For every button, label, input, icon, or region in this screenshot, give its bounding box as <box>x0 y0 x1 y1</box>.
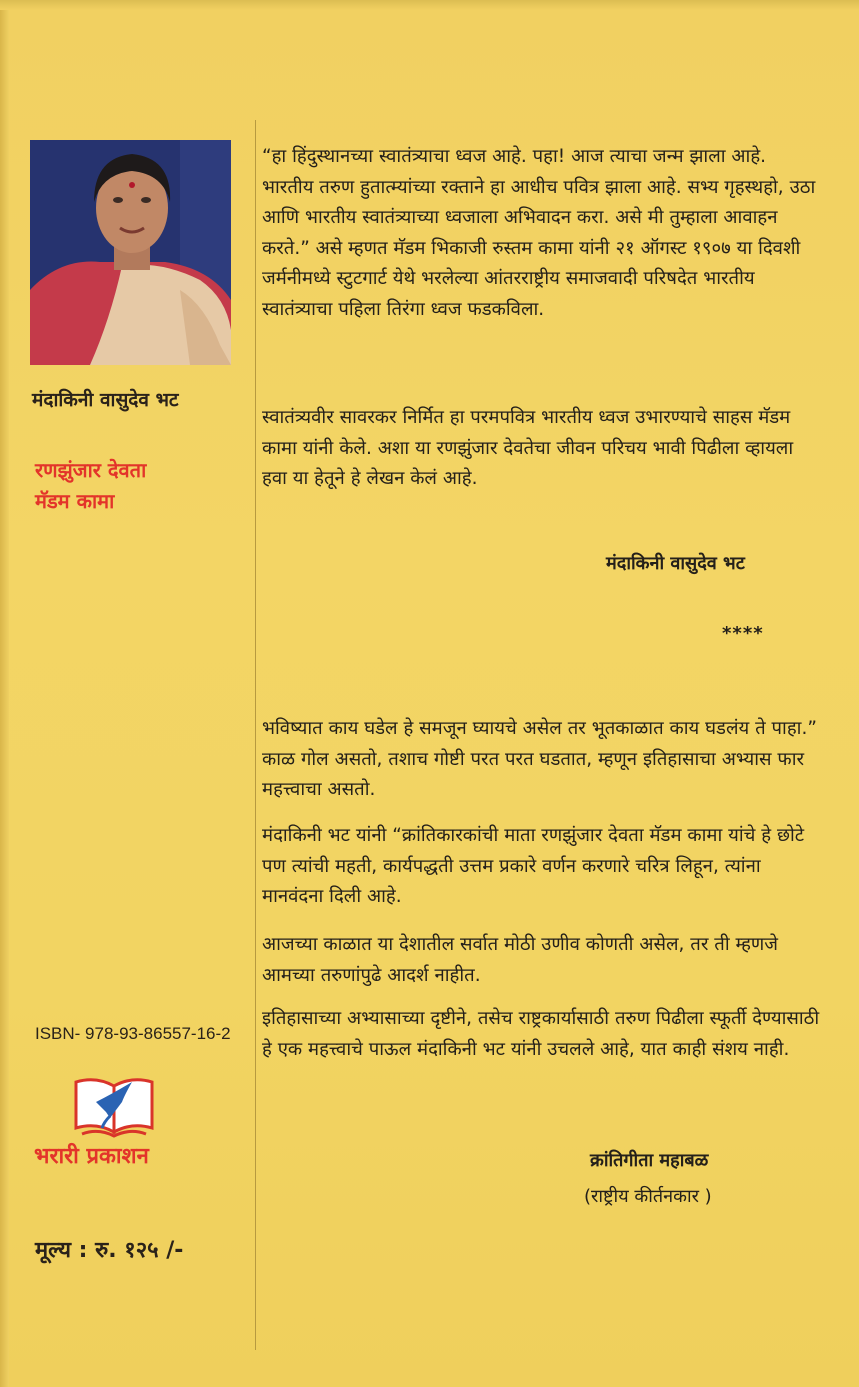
author-signature: मंदाकिनी वासुदेव भट <box>606 553 745 574</box>
review-paragraph-4: इतिहासाच्या अभ्यासाच्या दृष्टीने, तसेच राष्ट्रकार्यासाठी तरुण पिढीला स्फूर्ती देण्यासाठी हे एक महत्त्वाचे पाऊल मंदाकिनी भट यांनी उचलले आहे, यात काही संशय नाही. <box>262 1008 820 1060</box>
quote-paragraph: “हा हिंदुस्थानच्या स्वातंत्र्याचा ध्वज आहे. पहा! आज त्याचा जन्म झाला आहे. भारतीय तरुण हुतात्म्यांच्या रक्ताने हा आधीच पवित्र झाला आहे. सभ्य गृहस्थहो, उठा आणि भारतीय स्वातंत्र्याच्या ध्वजाला अभिवादन करा. असे मी तुम्हाला आवाहन करते.” असे म्हणत मॅडम भिकाजी रुस्तम कामा यांनी २१ ऑगस्ट १९०७ या दिवशी जर्मनीमध्ये स्टुटगार्ट येथे भरलेल्या आंतरराष्ट्रीय समाजवादी परिषदेत भारतीय स्वातंत्र्याचा पहिला तिरंगा ध्वज फडकविला. <box>262 146 816 320</box>
author-photo <box>30 140 231 365</box>
book-title <box>35 455 146 517</box>
review-paragraph-1: भविष्यात काय घडेल हे समजून घ्यायचे असेल तर भूतकाळात काय घडलंय ते पाहा.” काळ गोल असतो, तशाच गोष्टी परत परत घडतात, म्हणून इतिहासाचा अभ्यास फार महत्त्वाचा असतो. <box>262 718 817 801</box>
reviewer-role: (राष्ट्रीय कीर्तनकार ) <box>584 1186 712 1207</box>
cover-top-edge <box>0 0 859 10</box>
section-separator: **** <box>722 623 764 644</box>
column-divider <box>255 120 256 1350</box>
review-paragraph-3: आजच्या काळात या देशातील सर्वात मोठी उणीव कोणती असेल, तर ती म्हणजे आमच्या तरुणांपुढे आदर्श नाहीत. <box>262 934 779 986</box>
book-title-line-2: मॅडम कामा <box>35 489 115 513</box>
author-name: मंदाकिनी वासुदेव भट <box>32 389 179 411</box>
author-note-paragraph: स्वातंत्र्यवीर सावरकर निर्मित हा परमपवित्र भारतीय ध्वज उभारण्याचे साहस मॅडम कामा यांनी केले. अशा या रणझुंजार देवतेचा जीवन परिचय भावी पिढीला व्हायला हवा या हेतूने हे लेखन केलं आहे. <box>262 407 794 490</box>
review-paragraph-2: मंदाकिनी भट यांनी “क्रांतिकारकांची माता रणझुंजार देवता मॅडम कामा यांचे हे छोटे पण त्यांची महती, कार्यपद्धती उत्तम प्रकारे वर्णन करणारे चरित्र लिहून, त्यांना मानवंदना दिली आहे. <box>262 825 805 908</box>
price-label: मूल्य : रु. १२५ /- <box>35 1238 184 1263</box>
publisher-logo-icon <box>72 1072 156 1138</box>
reviewer-signature: क्रांतिगीता महाबळ <box>590 1150 709 1171</box>
book-spine-edge <box>0 0 9 1387</box>
isbn-number: ISBN- 978-93-86557-16-2 <box>35 1024 231 1043</box>
book-title-line-1: रणझुंजार देवता <box>35 458 147 482</box>
publisher-name: भरारी प्रकाशन <box>34 1144 149 1169</box>
